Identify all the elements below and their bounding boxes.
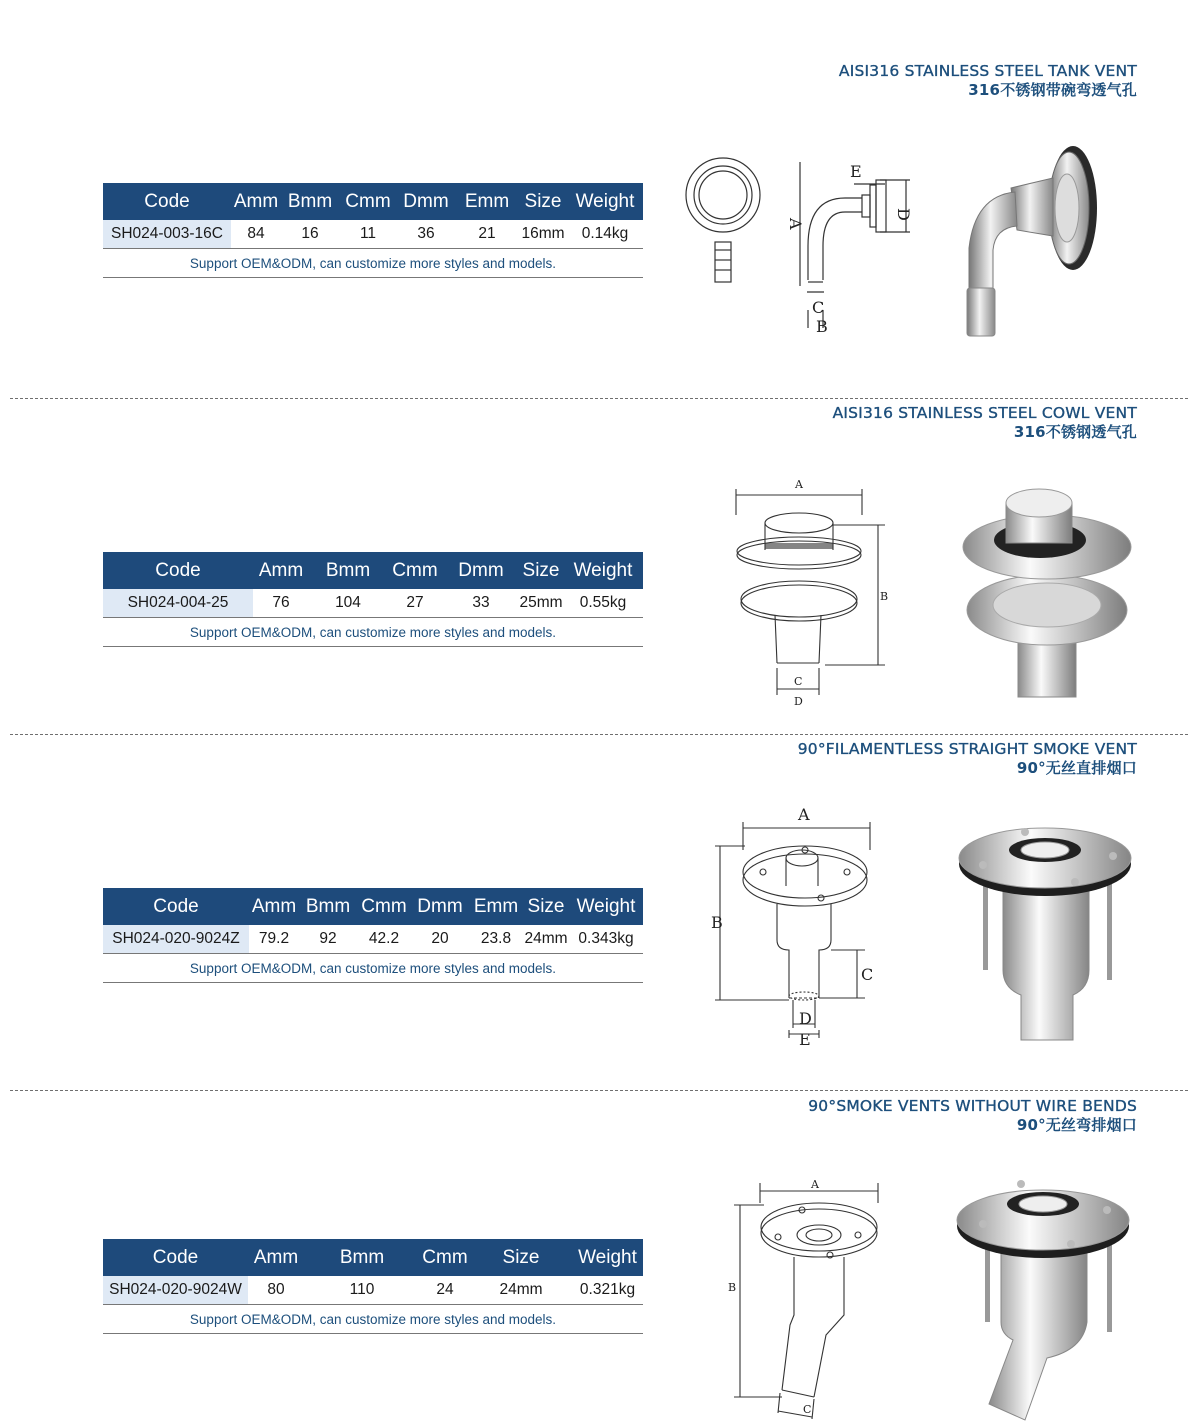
cell-weight: 0.343kg — [569, 925, 643, 954]
oem-note: Support OEM&ODM, can customize more styles and models. — [103, 249, 643, 278]
cell-code: SH024-003-16C — [103, 220, 231, 249]
cell-c: 42.2 — [357, 925, 411, 954]
header-a: Amm — [253, 552, 309, 589]
header-code: Code — [103, 552, 253, 589]
section-divider — [10, 398, 1188, 399]
header-size: Size — [519, 552, 563, 589]
cell-e: 23.8 — [469, 925, 523, 954]
spec-table-2 — [103, 552, 643, 647]
cell-code: SH024-004-25 — [103, 589, 253, 618]
cell-b: 16 — [281, 220, 339, 249]
header-b: Bmm — [309, 552, 387, 589]
table-row — [103, 925, 643, 954]
header-size: Size — [523, 888, 569, 925]
dim-label-c: C — [803, 1403, 812, 1416]
header-weight: Weight — [569, 888, 643, 925]
header-a: Amm — [249, 888, 299, 925]
dim-label-e: E — [799, 1030, 811, 1049]
dim-label-e: E — [850, 162, 862, 181]
title-en: AISI316 STAINLESS STEEL TANK VENT — [838, 62, 1137, 80]
cell-size: 24mm — [470, 1276, 572, 1305]
oem-note: Support OEM&ODM, can customize more styles and models. — [103, 1305, 643, 1334]
cell-a: 84 — [231, 220, 281, 249]
header-code: Code — [103, 183, 231, 220]
product-image-1 — [955, 138, 1105, 343]
cell-d: 20 — [411, 925, 469, 954]
header-c: Cmm — [387, 552, 443, 589]
dim-label-d: D — [894, 208, 913, 221]
header-a: Amm — [231, 183, 281, 220]
table-header-row — [103, 1239, 643, 1276]
cell-e: 21 — [455, 220, 519, 249]
cell-weight: 0.321kg — [572, 1276, 643, 1305]
section-divider — [10, 1090, 1188, 1091]
header-size: Size — [519, 183, 567, 220]
note-row — [103, 249, 643, 278]
cell-size: 25mm — [519, 589, 563, 618]
product-title-4 — [808, 1097, 1137, 1135]
dim-label-d: D — [799, 1009, 812, 1028]
table-row — [103, 1276, 643, 1305]
header-weight: Weight — [572, 1239, 643, 1276]
header-size: Size — [470, 1239, 572, 1276]
cell-size: 16mm — [519, 220, 567, 249]
dimension-drawing-3 — [705, 800, 890, 1050]
cell-d: 33 — [443, 589, 519, 618]
oem-note: Support OEM&ODM, can customize more styles and models. — [103, 618, 643, 647]
cell-c: 24 — [420, 1276, 470, 1305]
cell-b: 110 — [304, 1276, 420, 1305]
header-code: Code — [103, 1239, 248, 1276]
cell-code: SH024-020-9024W — [103, 1276, 248, 1305]
table-row — [103, 589, 643, 618]
cell-c: 11 — [339, 220, 397, 249]
product-image-4 — [955, 1172, 1135, 1422]
note-row — [103, 618, 643, 647]
dim-label-a: A — [798, 805, 810, 824]
dim-label-b: B — [816, 317, 828, 336]
title-en: 90°FILAMENTLESS STRAIGHT SMOKE VENT — [797, 740, 1137, 758]
dim-label-b: B — [711, 913, 723, 932]
cell-b: 92 — [299, 925, 357, 954]
header-d: Dmm — [397, 183, 455, 220]
dim-label-b: B — [728, 1281, 737, 1294]
header-c: Cmm — [420, 1239, 470, 1276]
oem-note: Support OEM&ODM, can customize more styles and models. — [103, 954, 643, 983]
note-row — [103, 1305, 643, 1334]
product-image-2 — [960, 485, 1135, 705]
cell-a: 79.2 — [249, 925, 299, 954]
dimension-drawing-2 — [725, 475, 895, 710]
product-title-2 — [833, 404, 1137, 442]
cell-d: 36 — [397, 220, 455, 249]
dim-label-b: B — [880, 590, 889, 603]
product-title-3 — [798, 740, 1137, 778]
title-cn: 90°无丝直排烟口 — [1016, 759, 1137, 777]
header-weight: Weight — [567, 183, 643, 220]
header-b: Bmm — [299, 888, 357, 925]
dim-label-d: D — [794, 695, 803, 708]
cell-code: SH024-020-9024Z — [103, 925, 249, 954]
table-header-row — [103, 183, 643, 220]
header-b: Bmm — [304, 1239, 420, 1276]
spec-table-1 — [103, 183, 643, 278]
dimension-drawing-1 — [680, 150, 930, 345]
note-row — [103, 954, 643, 983]
dim-label-c: C — [861, 965, 874, 984]
header-b: Bmm — [281, 183, 339, 220]
table-header-row — [103, 552, 643, 589]
spec-table-3 — [103, 888, 643, 983]
cell-a: 80 — [248, 1276, 304, 1305]
title-cn: 316不锈钢透气孔 — [1013, 423, 1137, 441]
header-weight: Weight — [563, 552, 643, 589]
cell-weight: 0.55kg — [563, 589, 643, 618]
dim-label-a: A — [811, 1178, 819, 1191]
cell-size: 24mm — [523, 925, 569, 954]
cell-c: 27 — [387, 589, 443, 618]
product-title-1 — [839, 62, 1137, 100]
cell-weight: 0.14kg — [567, 220, 643, 249]
dim-label-c: C — [812, 298, 825, 317]
header-e: Emm — [469, 888, 523, 925]
title-en: AISI316 STAINLESS STEEL COWL VENT — [832, 404, 1137, 422]
product-image-3 — [955, 820, 1135, 1045]
dim-label-a: A — [786, 218, 805, 230]
table-header-row — [103, 888, 643, 925]
spec-table-4 — [103, 1239, 643, 1334]
title-cn: 316不锈钢带碗弯透气孔 — [968, 81, 1137, 99]
header-d: Dmm — [411, 888, 469, 925]
header-e: Emm — [455, 183, 519, 220]
table-row — [103, 220, 643, 249]
title-en: 90°SMOKE VENTS WITHOUT WIRE BENDS — [808, 1097, 1137, 1115]
dimension-drawing-4 — [722, 1175, 892, 1423]
dim-label-c: C — [794, 675, 803, 688]
header-d: Dmm — [443, 552, 519, 589]
header-c: Cmm — [357, 888, 411, 925]
section-divider — [10, 734, 1188, 735]
header-a: Amm — [248, 1239, 304, 1276]
cell-a: 76 — [253, 589, 309, 618]
cell-b: 104 — [309, 589, 387, 618]
header-c: Cmm — [339, 183, 397, 220]
dim-label-a: A — [795, 478, 803, 491]
title-cn: 90°无丝弯排烟口 — [1016, 1116, 1137, 1134]
header-code: Code — [103, 888, 249, 925]
